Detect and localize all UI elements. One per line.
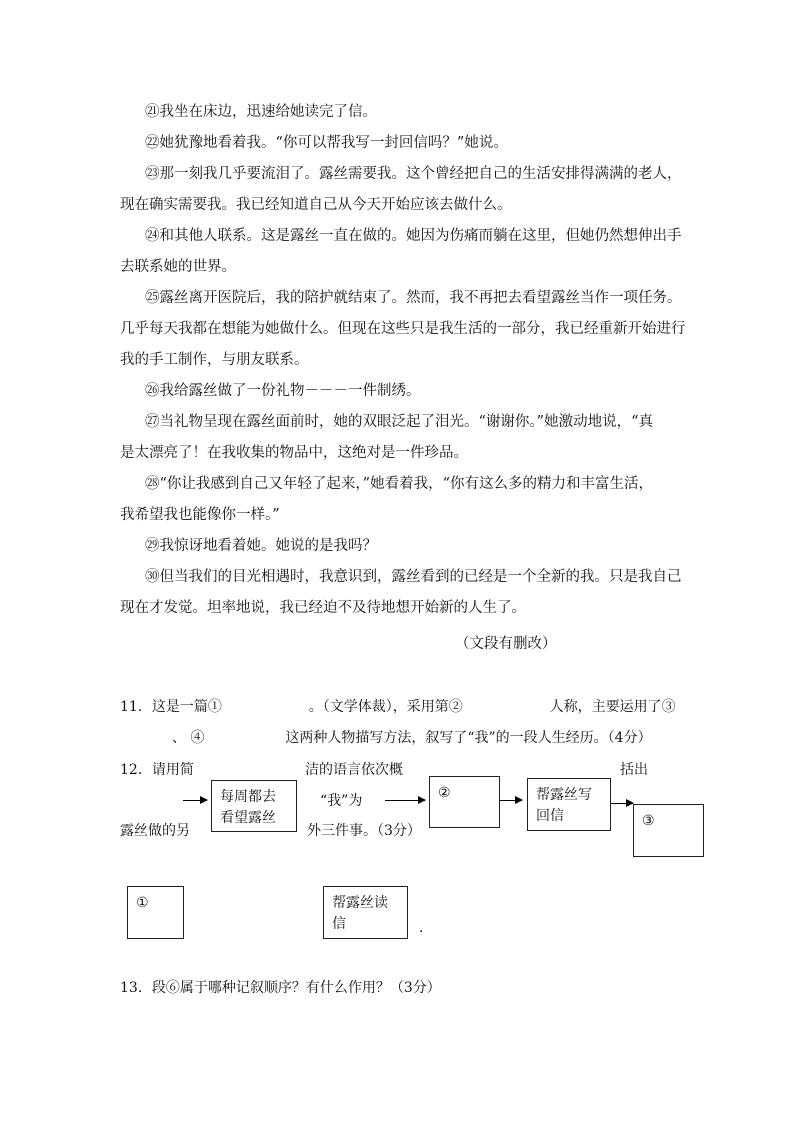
question-13: 13．段⑥属于哪种记叙顺序？有什么作用？（3分） [120,980,441,996]
article-line: 我希望我也能像你一样。” [120,507,280,523]
article-line: ㉘“你让我感到自己又年轻了起来，”她看着我，“你有这么多的精力和丰富生活， [145,476,653,492]
q11-part-d: 、 ④ [172,730,205,746]
article-line: 几乎每天我都在想能为她做什么。但现在这些只是我生活的一部分，我已经重新开始进行 [120,321,686,337]
arrow-2 [385,800,425,801]
box-read-letter: 帮露丝读信 [323,886,408,939]
article-line: ㉑我坐在床边，迅速给她读完了信。 [145,104,377,120]
q12-text-a: 12．请用简 [120,762,194,778]
arrow-1 [183,800,207,801]
article-line: 现在确实需要我。我已经知道自己从今天开始应该去做什么。 [120,197,512,213]
article-line: ㉙我惊讶地看着她。她说的是我吗？ [145,538,377,554]
box-answer-1: ① [127,886,184,939]
q11-part-e: 这两种人物描写方法，叙写了“我”的一段人生经历。（4分） [285,730,652,746]
arrow-4 [611,803,633,804]
q12-text-b: 洁的语言依次概 [305,762,403,778]
article-line: ㉓那一刻我几乎要流泪了。露丝需要我。这个曾经把自己的生活安排得满满的老人， [145,166,682,182]
article-line: ㉖我给露丝做了一份礼物－－－一件制绣。 [145,383,421,399]
question-11-line1 [120,696,676,716]
box-answer-2: ② [429,776,500,828]
article-line: 现在才发觉。坦率地说，我已经迫不及待地想开始新的人生了。 [120,600,526,616]
q11-part-a: 11．这是一篇① [120,699,222,715]
box-write-reply: 帮露丝写回信 [527,778,611,831]
q12-text-e: “我”为 [320,793,363,809]
arrow-3 [500,800,522,801]
q12-dot: . [419,920,424,936]
q12-text-f: 外三件事。（3分） [307,823,421,839]
q11-part-c: 人称，主要运用了③ [549,699,676,715]
article-line: ㉚但当我们的目光相遇时，我意识到，露丝看到的已经是一个全新的我。只是我自己 [145,569,682,585]
q12-text-d: 露丝做的另 [120,823,190,839]
article-line: ㉔和其他人联系。这是露丝一直在做的。她因为伤痛而躺在这里，但她仍然想伸出手 [145,228,682,244]
box-weekly-visit: 每周都去看望露丝 [211,780,297,832]
q11-part-b: 。（文学体裁），采用第② [308,699,463,715]
article-line: 去联系她的世界。 [120,259,236,275]
q12-text-c: 括出 [620,762,648,778]
box-answer-3: ③ [633,804,704,857]
article-line: ㉗当礼物呈现在露丝面前时，她的双眼泛起了泪光。“谢谢你。”她激动地说，“真 [145,414,653,430]
article-line: ㉒她犹豫地看着我。“你可以帮我写一封回信吗？”她说。 [145,135,508,151]
source-note: （文段有删改） [455,636,557,652]
article-line: 我的手工制作，与朋友联系。 [120,352,309,368]
article-line: 是太漂亮了！在我收集的物品中，这绝对是一件珍品。 [120,445,468,461]
article-line: ㉕露丝离开医院后，我的陪护就结束了。然而，我不再把去看望露丝当作一项任务。 [145,290,682,306]
question-11-line2 [172,727,652,747]
